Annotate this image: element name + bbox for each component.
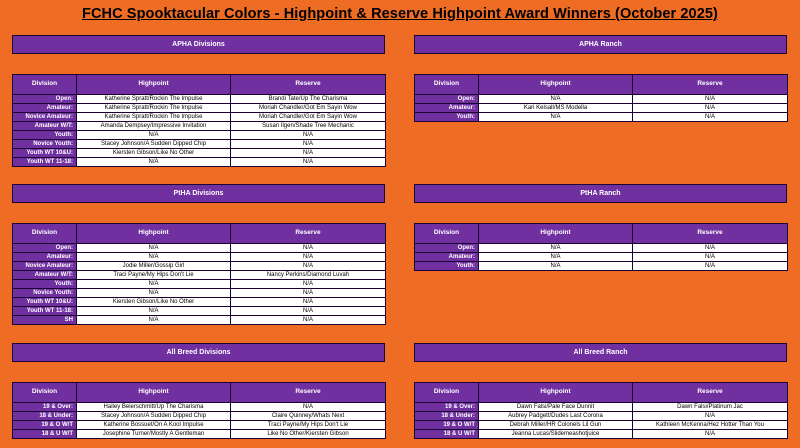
reserve-cell: N/A — [231, 253, 386, 262]
division-cell: Open: — [13, 95, 77, 104]
reserve-cell: N/A — [633, 244, 788, 253]
highpoint-cell: N/A — [77, 307, 231, 316]
reserve-cell: N/A — [633, 430, 788, 439]
table-row — [13, 113, 386, 122]
table-row — [13, 253, 386, 262]
table-row — [415, 430, 788, 439]
column-header: Division — [415, 224, 479, 244]
column-header: Highpoint — [77, 383, 231, 403]
reserve-cell: Traci Payne/My Hips Don't Lie — [231, 421, 386, 430]
division-cell: Open: — [13, 244, 77, 253]
division-cell: 19 & O W/T — [415, 421, 479, 430]
division-cell: Open: — [415, 244, 479, 253]
table-row — [13, 316, 386, 325]
reserve-cell: Moriah Chandler/Got Em Sayin Wow — [231, 113, 386, 122]
reserve-cell: N/A — [633, 253, 788, 262]
table-row — [415, 113, 788, 122]
table-row — [13, 412, 386, 421]
reserve-cell: Brandi Tate/Up The Charisma — [231, 95, 386, 104]
reserve-cell: N/A — [633, 113, 788, 122]
table-row — [13, 421, 386, 430]
reserve-cell: Moriah Chandler/Got Em Sayin Wow — [231, 104, 386, 113]
reserve-cell: N/A — [231, 262, 386, 271]
reserve-cell: Kathleen McKenna/Hez Hotter Than You — [633, 421, 788, 430]
division-cell: 19 & O W/T — [13, 421, 77, 430]
highpoint-cell: Katherine Spratt/Rockin The Impulse — [77, 104, 231, 113]
all-breed-divisions-header: All Breed Divisions — [12, 343, 385, 362]
column-header: Division — [13, 383, 77, 403]
highpoint-cell: N/A — [479, 262, 633, 271]
division-cell: 18 & Under: — [415, 412, 479, 421]
reserve-cell: N/A — [231, 149, 386, 158]
highpoint-cell: Katherine Spratt/Rockin The Impulse — [77, 113, 231, 122]
column-header: Reserve — [633, 224, 788, 244]
table-header-row — [13, 75, 386, 95]
column-header: Reserve — [231, 75, 386, 95]
division-cell: Novice Amateur: — [13, 113, 77, 122]
table-row — [13, 95, 386, 104]
division-cell: Amateur: — [13, 253, 77, 262]
table-row — [13, 298, 386, 307]
highpoint-cell: Josephine Turner/Mostly A Gentleman — [77, 430, 231, 439]
highpoint-cell: N/A — [77, 244, 231, 253]
column-header: Highpoint — [479, 383, 633, 403]
highpoint-cell: N/A — [479, 253, 633, 262]
all-breed-divisions-table — [12, 382, 386, 439]
division-cell: Amateur: — [415, 253, 479, 262]
apha-divisions-table — [12, 74, 386, 167]
highpoint-cell: N/A — [479, 95, 633, 104]
highpoint-cell: Katherine Bossuet/On A Kool Impulse — [77, 421, 231, 430]
division-cell: Youth WT 10&U: — [13, 149, 77, 158]
highpoint-cell: N/A — [77, 131, 231, 140]
highpoint-cell: Jeanna Lucas/Slidemeashotjuice — [479, 430, 633, 439]
division-cell: Novice Youth: — [13, 289, 77, 298]
column-header: Reserve — [633, 75, 788, 95]
highpoint-cell: Stacey Johnson/A Sudden Dipped Chip — [77, 140, 231, 149]
ptha-divisions-header: PtHA Divisions — [12, 184, 385, 203]
division-cell: Youth: — [415, 113, 479, 122]
reserve-cell: N/A — [633, 104, 788, 113]
highpoint-cell: Debrah Miller/HR Colonels Lil Gun — [479, 421, 633, 430]
highpoint-cell: N/A — [77, 280, 231, 289]
column-header: Highpoint — [77, 75, 231, 95]
table-row — [415, 421, 788, 430]
table-row — [415, 262, 788, 271]
reserve-cell: N/A — [231, 307, 386, 316]
highpoint-cell: Kiersten Gibson/Like No Other — [77, 149, 231, 158]
highpoint-cell: Hailey Beierschmitt/Up The Charisma — [77, 403, 231, 412]
table-row — [13, 244, 386, 253]
highpoint-cell: N/A — [479, 113, 633, 122]
table-row — [415, 244, 788, 253]
ptha-ranch-table — [414, 223, 788, 271]
reserve-cell: N/A — [633, 262, 788, 271]
reserve-cell: N/A — [231, 403, 386, 412]
reserve-cell: N/A — [231, 280, 386, 289]
table-header-row — [13, 224, 386, 244]
column-header: Reserve — [231, 224, 386, 244]
reserve-cell: Nancy Perkins/Diamond Luvah — [231, 271, 386, 280]
division-cell: Open: — [415, 95, 479, 104]
highpoint-cell: Kiersten Gibson/Like No Other — [77, 298, 231, 307]
reserve-cell: N/A — [231, 298, 386, 307]
reserve-cell: Susan Ilgen/Shade Tree Mechanic — [231, 122, 386, 131]
column-header: Division — [13, 224, 77, 244]
all-breed-ranch-table — [414, 382, 788, 439]
highpoint-cell: Aubrey Padgett/Dudes Last Corona — [479, 412, 633, 421]
highpoint-cell: N/A — [77, 289, 231, 298]
column-header: Reserve — [231, 383, 386, 403]
reserve-cell: N/A — [231, 140, 386, 149]
division-cell: Youth WT 11-18: — [13, 307, 77, 316]
column-header: Highpoint — [479, 224, 633, 244]
column-header: Highpoint — [479, 75, 633, 95]
division-cell: Novice Amateur: — [13, 262, 77, 271]
page-title: FCHC Spooktacular Colors - Highpoint & Reserve Highpoint Award Winners (October 2025) — [82, 6, 718, 22]
table-row — [13, 140, 386, 149]
division-cell: 18 & Under: — [13, 412, 77, 421]
reserve-cell: N/A — [231, 244, 386, 253]
apha-ranch-header: APHA Ranch — [414, 35, 787, 54]
highpoint-cell: N/A — [77, 253, 231, 262]
table-row — [13, 262, 386, 271]
highpoint-cell: Kari Kelsall/MS Modella — [479, 104, 633, 113]
table-header-row — [415, 383, 788, 403]
division-cell: 19 & Over: — [415, 403, 479, 412]
reserve-cell: Like No Other/Kiersten Gibson — [231, 430, 386, 439]
table-row — [13, 131, 386, 140]
reserve-cell: Claire Quinney/Whats Next — [231, 412, 386, 421]
reserve-cell: N/A — [231, 289, 386, 298]
table-row — [13, 280, 386, 289]
table-row — [13, 289, 386, 298]
table-header-row — [415, 75, 788, 95]
table-row — [415, 104, 788, 113]
division-cell: Amateur: — [415, 104, 479, 113]
division-cell: Youth WT 11-18: — [13, 158, 77, 167]
highpoint-cell: Amanda Dempsey/Impressive Invitation — [77, 122, 231, 131]
division-cell: Novice Youth: — [13, 140, 77, 149]
division-cell: Youth WT 10&U: — [13, 298, 77, 307]
table-row — [415, 253, 788, 262]
reserve-cell: N/A — [231, 316, 386, 325]
table-row — [13, 104, 386, 113]
table-row — [13, 271, 386, 280]
division-cell: SH — [13, 316, 77, 325]
division-cell: 18 & U W/T — [415, 430, 479, 439]
highpoint-cell: Stacey Johnson/A Sudden Dipped Chip — [77, 412, 231, 421]
table-row — [13, 122, 386, 131]
column-header: Division — [13, 75, 77, 95]
division-cell: Amateur W/T: — [13, 271, 77, 280]
ptha-ranch-header: PtHA Ranch — [414, 184, 787, 203]
column-header: Reserve — [633, 383, 788, 403]
division-cell: Amateur: — [13, 104, 77, 113]
highpoint-cell: N/A — [77, 158, 231, 167]
table-header-row — [415, 224, 788, 244]
division-cell: Youth: — [13, 280, 77, 289]
table-row — [13, 403, 386, 412]
division-cell: Youth: — [13, 131, 77, 140]
reserve-cell: N/A — [231, 131, 386, 140]
reserve-cell: N/A — [633, 95, 788, 104]
ptha-divisions-table — [12, 223, 386, 325]
column-header: Division — [415, 75, 479, 95]
column-header: Division — [415, 383, 479, 403]
apha-ranch-table — [414, 74, 788, 122]
division-cell: 18 & U W/T — [13, 430, 77, 439]
table-row — [415, 403, 788, 412]
table-row — [13, 158, 386, 167]
highpoint-cell: Katherine Spratt/Rockin The Impulse — [77, 95, 231, 104]
reserve-cell: N/A — [231, 158, 386, 167]
division-cell: Amateur W/T: — [13, 122, 77, 131]
table-row — [415, 412, 788, 421]
highpoint-cell: N/A — [479, 244, 633, 253]
column-header: Highpoint — [77, 224, 231, 244]
table-row — [13, 149, 386, 158]
apha-divisions-header: APHA Divisions — [12, 35, 385, 54]
table-row — [415, 95, 788, 104]
table-header-row — [13, 383, 386, 403]
division-cell: 19 & Over: — [13, 403, 77, 412]
highpoint-cell: Jodie Miller/Gossip Girl — [77, 262, 231, 271]
highpoint-cell: Dawn Falsi/Pale Face Dunnit — [479, 403, 633, 412]
division-cell: Youth: — [415, 262, 479, 271]
table-row — [13, 307, 386, 316]
all-breed-ranch-header: All Breed Ranch — [414, 343, 787, 362]
table-row — [13, 430, 386, 439]
reserve-cell: Dawn Falsi/Platinum Jac — [633, 403, 788, 412]
reserve-cell: N/A — [633, 412, 788, 421]
highpoint-cell: Traci Payne/My Hips Don't Lie — [77, 271, 231, 280]
highpoint-cell: N/A — [77, 316, 231, 325]
